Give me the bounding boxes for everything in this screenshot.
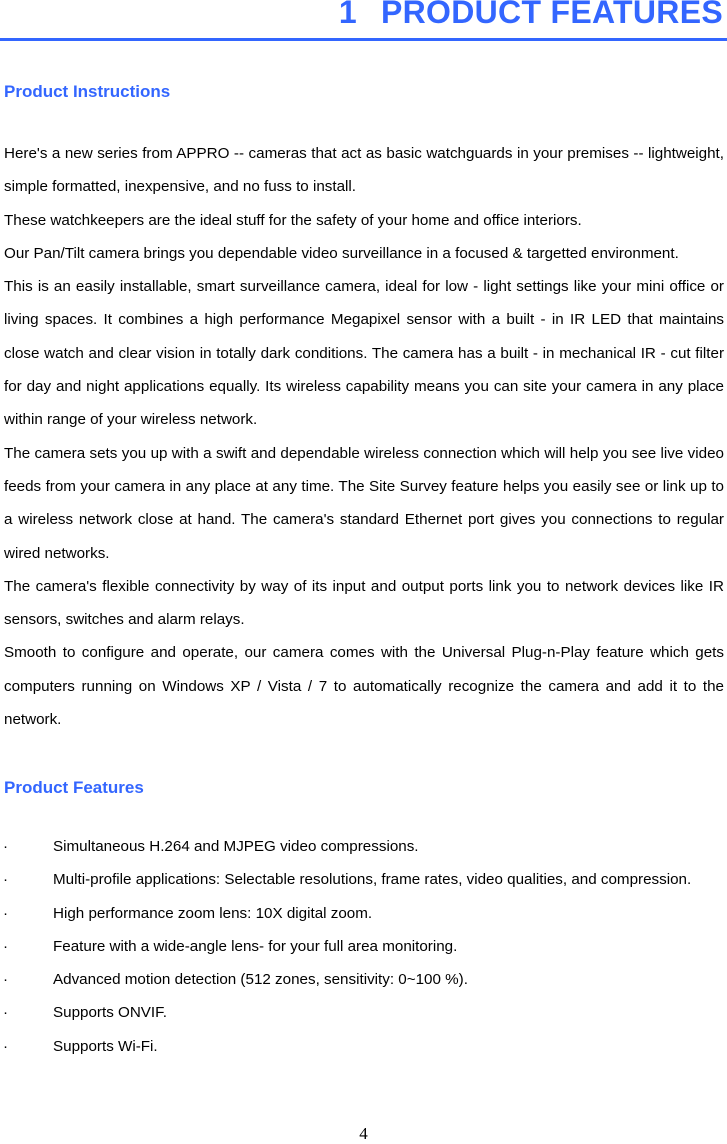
paragraph-wireless: The camera sets you up with a swift and dependable wireless connection which will help you see live video feeds from your camera in any place at any time. The Site Survey feature helps you easily see or link up to a wireless network close at hand. The camera's standard Ethernet port gives you connections to regular wired networks. <box>4 444 724 562</box>
feature-text: Supports Wi-Fi. <box>53 1037 158 1055</box>
feature-item <box>0 930 727 963</box>
page-header <box>0 0 727 42</box>
paragraph-connectivity: The camera's flexible connectivity by way of its input and output ports link you to network devices like IR sensors, switches and alarm relays. <box>4 577 724 629</box>
paragraph-watchkeepers: These watchkeepers are the ideal stuff for the safety of your home and office interiors. <box>4 211 582 229</box>
feature-text: Feature with a wide-angle lens- for your full area monitoring. <box>53 937 458 955</box>
feature-item <box>0 963 727 996</box>
bullet-icon: · <box>3 838 9 855</box>
chapter-title <box>339 0 723 31</box>
feature-text: Supports ONVIF. <box>53 1004 167 1022</box>
chapter-title-text: PRODUCT FEATURES <box>381 0 723 30</box>
feature-item <box>0 1030 727 1063</box>
header-divider <box>0 38 727 41</box>
feature-item <box>0 863 727 896</box>
paragraph-smart-camera: This is an easily installable, smart surveillance camera, ideal for low - light settings like your mini office or living spaces. It combines a high performance Megapixel sensor with a built - in IR LED that maintains close watch and clear vision in totally dark conditions. The camera has a built - in mechanical IR - cut filter for day and night applications equally. Its wireless capability means you can site your camera in any place within range of your wireless network. <box>4 278 724 429</box>
features-heading: Product Features <box>4 778 144 797</box>
bullet-icon: · <box>3 904 9 922</box>
page-number: 4 <box>359 1124 368 1143</box>
feature-list <box>0 830 727 1063</box>
instructions-heading: Product Instructions <box>4 82 171 101</box>
feature-item <box>0 996 727 1029</box>
feature-item <box>0 830 727 863</box>
feature-text: Advanced motion detection (512 zones, sensitivity: 0~100 %). <box>53 971 468 989</box>
paragraph-intro: Here's a new series from APPRO -- cameras that act as basic watchguards in your premises -- lightweight, simple formatted, inexpensive, and no fuss to install. <box>4 145 724 196</box>
feature-text: Multi-profile applications: Selectable resolutions, frame rates, video qualities, and compression. <box>53 871 692 889</box>
paragraph-pan-tilt: Our Pan/Tilt camera brings you dependable video surveillance in a focused & targetted environment. <box>4 244 679 262</box>
bullet-icon: · <box>3 937 9 955</box>
feature-item <box>0 897 727 930</box>
bullet-icon: · <box>3 1037 9 1055</box>
bullet-icon: · <box>3 971 9 989</box>
chapter-number: 1 <box>338 0 357 30</box>
paragraph-upnp: Smooth to configure and operate, our camera comes with the Universal Plug-n-Play feature which gets computers running on Windows XP / Vista / 7 to automatically recognize the camera and add it to the network. <box>4 644 724 729</box>
instructions-body <box>4 137 724 736</box>
feature-text: High performance zoom lens: 10X digital zoom. <box>53 904 373 922</box>
feature-text: Simultaneous H.264 and MJPEG video compressions. <box>53 838 419 855</box>
bullet-icon: · <box>3 871 9 889</box>
bullet-icon: · <box>3 1004 9 1022</box>
